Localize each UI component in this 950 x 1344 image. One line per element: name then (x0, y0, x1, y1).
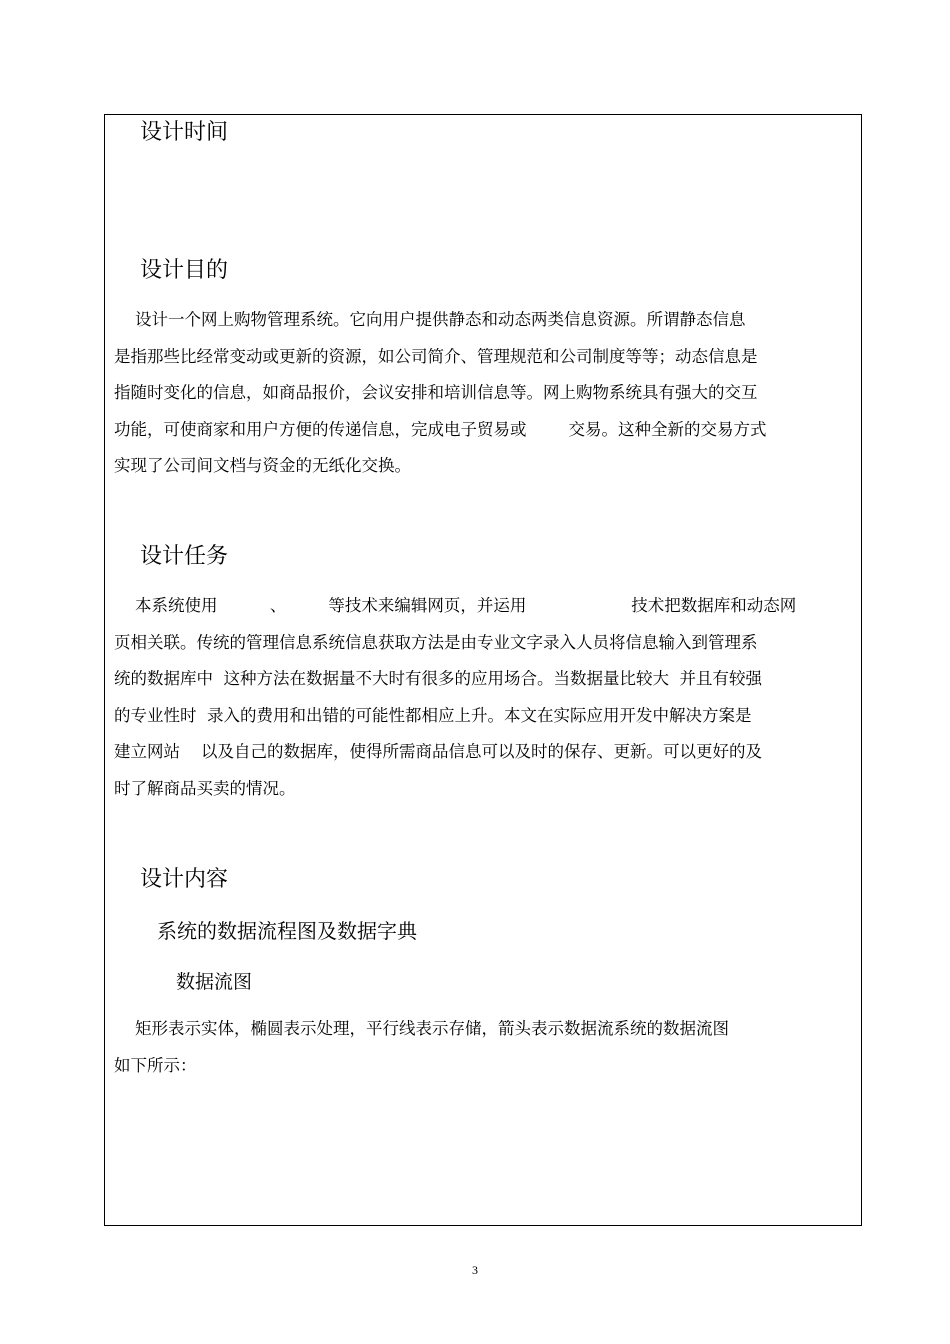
paragraph-line: 本系统使用 、 等技术来编辑网页，并运用 技术把数据库和动态网 (114, 596, 797, 615)
paragraph-design-purpose (114, 302, 856, 485)
paragraph-line: 时了解商品买卖的情况。 (114, 778, 296, 798)
heading-design-content: 设计内容 (140, 867, 229, 892)
paragraph-line: 实现了公司间文档与资金的无纸化交换。 (114, 456, 411, 476)
paragraph-line: 功能，可使商家和用户方便的传递信息，完成电子贸易或 交易。这种全新的交易方式 (114, 419, 767, 439)
heading-design-time: 设计时间 (140, 120, 229, 145)
paragraph-line: 指随时变化的信息，如商品报价，会议安排和培训信息等。网上购物系统具有强大的交互 (114, 383, 758, 403)
subheading-data-flow-diagram: 数据流图 (176, 971, 253, 993)
paragraph-line: 统的数据库中 这种方法在数据量不大时有很多的应用场合。当数据量比较大 并且有较强 (114, 669, 762, 689)
heading-design-purpose: 设计目的 (140, 258, 229, 283)
paragraph-line: 如下所示： (114, 1055, 197, 1075)
page-number: 3 (472, 1263, 478, 1277)
paragraph-line: 是指那些比经常变动或更新的资源，如公司简介、管理规范和公司制度等等；动态信息是 (114, 346, 758, 366)
subheading-data-flow-and-dictionary: 系统的数据流程图及数据字典 (157, 919, 417, 943)
paragraph-line: 页相关联。传统的管理信息系统信息获取方法是由专业文字录入人员将信息输入到管理系 (114, 632, 758, 652)
paragraph-line: 建立网站 以及自己的数据库，使得所需商品信息可以及时的保存、更新。可以更好的及 (114, 742, 762, 762)
paragraph-design-content (114, 1011, 856, 1084)
paragraph-design-tasks (114, 588, 856, 808)
paragraph-line: 设计一个网上购物管理系统。它向用户提供静态和动态两类信息资源。所谓静态信息 (114, 310, 746, 329)
paragraph-line: 矩形表示实体，椭圆表示处理，平行线表示存储，箭头表示数据流系统的数据流图 (114, 1019, 729, 1038)
heading-design-tasks: 设计任务 (140, 544, 229, 569)
paragraph-line: 的专业性时 录入的费用和出错的可能性都相应上升。本文在实际应用开发中解决方案是 (114, 705, 752, 725)
